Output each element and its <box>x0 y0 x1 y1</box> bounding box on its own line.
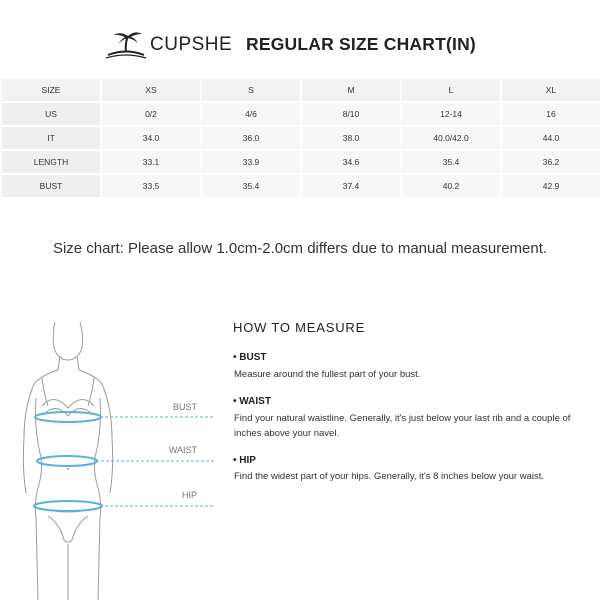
column-header: M <box>302 79 400 101</box>
table-cell: 33.9 <box>202 151 300 173</box>
table-cell: 42.9 <box>502 175 600 197</box>
table-cell: 34.6 <box>302 151 400 173</box>
row-label: BUST <box>2 175 100 197</box>
column-header: XS <box>102 79 200 101</box>
table-row <box>2 103 600 125</box>
column-header: SIZE <box>2 79 100 101</box>
table-cell: 40.2 <box>402 175 500 197</box>
table-cell: 4/6 <box>202 103 300 125</box>
table-cell: 0/2 <box>102 103 200 125</box>
table-cell: 16 <box>502 103 600 125</box>
waist-instructions: Find your natural waistline. Generally, it's just below your last rib and a couple of inches above your navel. <box>234 413 571 439</box>
table-cell: 33.1 <box>102 151 200 173</box>
table-cell: 33.5 <box>102 175 200 197</box>
size-chart-table <box>0 77 600 199</box>
body-measurement-figure <box>0 318 215 600</box>
table-cell: 37.4 <box>302 175 400 197</box>
hip-instructions: Find the widest part of your hips. Generally, it's 8 inches below your waist. <box>234 471 545 482</box>
waist-heading: • WAIST <box>233 396 271 407</box>
table-cell: 35.4 <box>202 175 300 197</box>
palm-tree-island-icon <box>104 28 148 62</box>
table-cell: 36.0 <box>202 127 300 149</box>
table-cell: 35.4 <box>402 151 500 173</box>
table-row <box>2 151 600 173</box>
brand-name: CUPSHE <box>150 34 233 55</box>
row-label: LENGTH <box>2 151 100 173</box>
column-header: XL <box>502 79 600 101</box>
hip-measure-line <box>34 501 102 511</box>
column-header: L <box>402 79 500 101</box>
bust-instructions: Measure around the fullest part of your bust. <box>234 369 421 380</box>
row-label: US <box>2 103 100 125</box>
hip-heading: • HIP <box>233 455 256 466</box>
how-to-measure-title: HOW TO MEASURE <box>233 320 366 335</box>
waist-label: WAIST <box>168 445 197 455</box>
table-cell: 8/10 <box>302 103 400 125</box>
bust-label: BUST <box>172 402 197 412</box>
hip-label: HIP <box>181 490 197 500</box>
waist-measure-line <box>37 456 97 466</box>
table-cell: 38.0 <box>302 127 400 149</box>
column-header: S <box>202 79 300 101</box>
page-title: REGULAR SIZE CHART(IN) <box>246 34 476 54</box>
row-label: IT <box>2 127 100 149</box>
table-cell: 34.0 <box>102 127 200 149</box>
table-cell: 12-14 <box>402 103 500 125</box>
table-row <box>2 175 600 197</box>
table-cell: 40.0/42.0 <box>402 127 500 149</box>
header <box>0 28 600 62</box>
bust-heading: • BUST <box>233 352 267 363</box>
bust-measure-line <box>35 412 101 422</box>
table-row <box>2 127 600 149</box>
measurement-note: Size chart: Please allow 1.0cm-2.0cm differs due to manual measurement. <box>52 240 548 257</box>
table-header-row <box>2 79 600 101</box>
table-cell: 44.0 <box>502 127 600 149</box>
table-cell: 36.2 <box>502 151 600 173</box>
